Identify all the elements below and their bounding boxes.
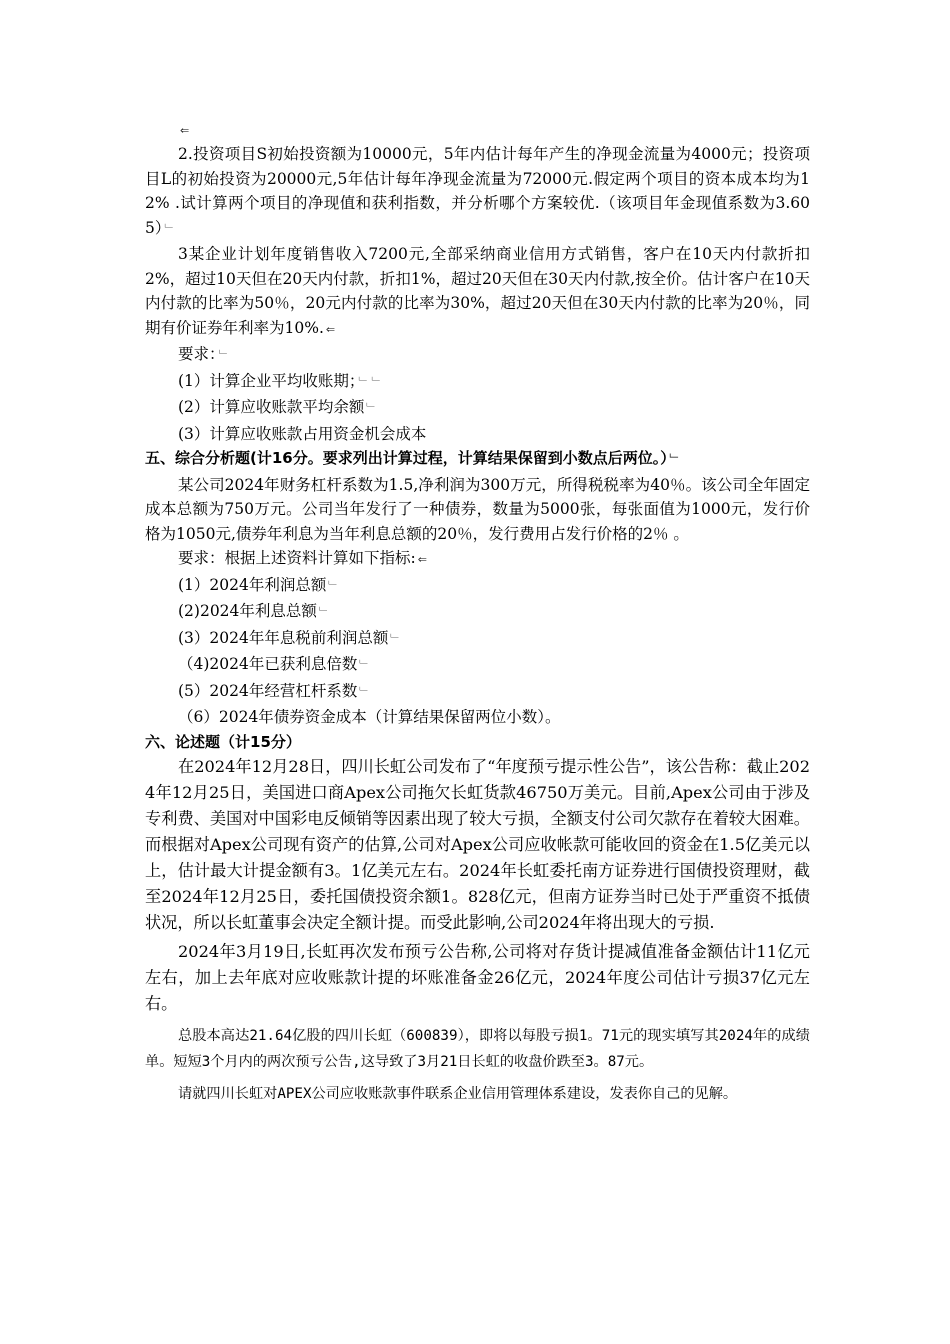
line-break-mark-icon: ﹂ (218, 349, 230, 362)
question-3-item: (2）计算应收账款平均余额 ﹂ (178, 398, 378, 416)
paragraph-mark-icon: ⇐ (417, 553, 427, 566)
section-6-title: 六、论述题（计15分） (145, 732, 301, 751)
line-break-mark-icon: ﹂ (390, 632, 402, 646)
question-2 (145, 142, 810, 242)
question-3-item: (1）计算企业平均收账期； ﹂ ﹂ (178, 371, 383, 390)
section-5-item: (5）2024年经营杠杆系数 ﹂ (178, 681, 371, 700)
section-6-paragraph-2: 2024年3月19日,长虹再次发布预亏公告称,公司将对存货计提减值准备金额估计11亿元左右，加上去年底对应收账款计提的坏账准备金26亿元，2024年度公司估计亏损37亿元左右。 (145, 942, 810, 1013)
question-3-text: 3某企业计划年度销售收入7200元,全部采纳商业信用方式销售，客户在10天内付款折扣2%，超过10天但在20天内付款，折扣1%，超过20天但在30天内付款,按全价。估计客户在10天内付款的比率为50％，20元内付款的比率为30%，超过20天但在30天内付款的比率为20％，同期有价证券年利率为10%. (145, 245, 810, 337)
section-5-item: （6）2024年债券资金成本（计算结果保留两位小数）。 (178, 708, 561, 726)
paragraph-mark-icon: ⇐ (180, 124, 190, 137)
section-5-title: 五、综合分析题(计16分。要求列出计算过程，计算结果保留到小数点后两位。） ﹂ (145, 449, 681, 467)
section-5-item: (1）2024年利润总额 ﹂ (178, 575, 340, 594)
line-break-mark-icon: ﹂ (318, 606, 330, 619)
section-5-item: (2)2024年利息总额 ﹂ (178, 602, 330, 620)
section-5-requirement: 要求：根据上述资料计算如下指标: ⇐ (178, 549, 427, 567)
question-3 (145, 242, 810, 342)
line-break-mark-icon: ﹂ (164, 222, 176, 236)
question-2-text: 2.投资项目S初始投资额为10000元，5年内估计每年产生的净现金流量为4000元；投资项目L的初始投资为20000元,5年估计每年净现金流量为72000元.假定两个项目的资本成本均为12% .试计算两个项目的净现值和获利指数，并分析哪个方案较优.（该项目年金现值系数为3.605） (145, 145, 810, 237)
question-3-item: (3）计算应收账款占用资金机会成本 (178, 424, 427, 443)
question-3-requirement: 要求： ﹂ (178, 345, 230, 363)
paragraph-mark-icon: ⇐ (325, 322, 336, 336)
section-6-paragraph-3: 总股本高达21.64亿股的四川长虹（600839），即将以每股亏损1。71元的现实填写其2024年的成绩单。短短3个月内的两次预亏公告,这导致了3月21日长虹的收盘价跌至3。87元。 (145, 1028, 810, 1070)
line-break-mark-icon: ﹂ (328, 579, 340, 593)
document-content (145, 118, 810, 1107)
section-5-text: 某公司2024年财务杠杆系数为1.5,净利润为300万元，所得税税率为40％。该公司全年固定成本总额为750万元。公司当年发行了一种债券，数量为5000张，每张面值为1000元，发行价格为1050元,债券年利息为当年利息总额的20％，发行费用占发行价格的2％ 。 (145, 475, 810, 543)
line-break-mark-icon: ﹂ (669, 453, 681, 466)
line-break-mark-icon: ﹂ (358, 375, 370, 389)
line-break-mark-icon: ﹂ (359, 659, 371, 672)
section-6-paragraph-4: 请就四川长虹对APEX公司应收账款事件联系企业信用管理体系建设，发表你自己的见解。 (178, 1086, 738, 1102)
paragraph-mark (145, 118, 810, 142)
line-break-mark-icon: ﹂ (371, 375, 383, 389)
section-5-item: (3）2024年年息税前利润总额 ﹂ (178, 628, 402, 647)
section-5-item: （4)2024年已获利息倍数 ﹂ (178, 655, 371, 673)
line-break-mark-icon: ﹂ (366, 402, 378, 415)
section-6-paragraph-1: 在2024年12月28日，四川长虹公司发布了“年度预亏提示性公告”，该公告称：截止2024年12月25日，美国进口商Apex公司拖欠长虹货款46750万美元。目前,Apex公司由于涉及专利费、美国对中国彩电反倾销等因素出现了较大亏损，全额支付公司欠款存在着较大困难。而根据对Apex公司现有资产的估算,公司对Apex公司应收帐款可能收回的资金在1.5亿美元以上，估计最大计提金额有3。1亿美元左右。2024年长虹委托南方证券进行国债投资理财，截至2024年12月25日，委托国债投资余额1。828亿元，但南方证券当时已处于严重资不抵债状况，所以长虹董事会决定全额计提。而受此影响,公司2024年将出现大的亏损. (145, 757, 810, 932)
line-break-mark-icon: ﹂ (359, 685, 371, 699)
